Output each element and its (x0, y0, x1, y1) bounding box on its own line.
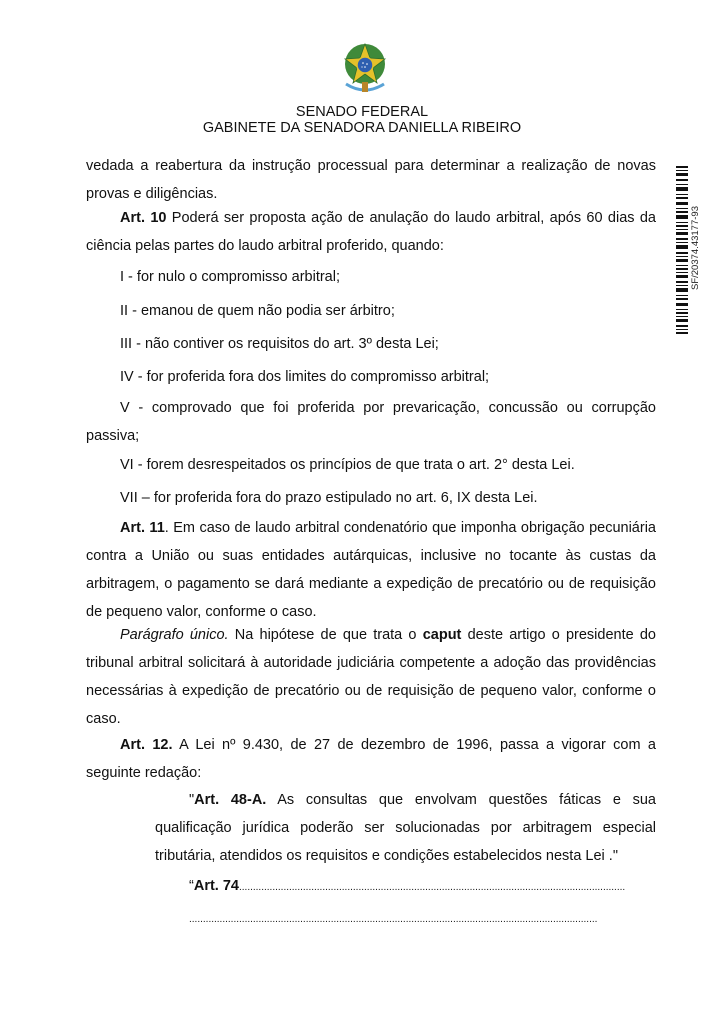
article-12-label: Art. 12. (120, 737, 173, 753)
item-iv: IV - for proferida fora dos limites do compromisso arbitral; (120, 369, 490, 385)
article-12 (86, 731, 656, 787)
item-ii: II - emanou de quem não podia ser árbitro; (120, 303, 395, 319)
article-74-continuation-dots: ................................................................................................................................................... (189, 914, 598, 925)
item-v: V - comprovado que foi proferida por prevaricação, concussão ou corrupção passiva; (86, 400, 656, 444)
article-10-text: Poderá ser proposta ação de anulação do laudo arbitral, após 60 dias da ciência pelas partes do laudo arbitral proferido, quando: (86, 210, 656, 254)
article-74-line (189, 872, 655, 902)
article-48a-label: Art. 48-A. (194, 792, 267, 808)
open-quote-74: “ (189, 878, 194, 894)
article-48a-quote (155, 786, 656, 870)
item-i: I - for nulo o compromisso arbitral; (120, 269, 340, 285)
paragrafo-unico-label: Parágrafo único. (120, 627, 229, 643)
caput-term: caput (422, 627, 462, 643)
paragraph-continuation: vedada a reabertura da instrução processual para determinar a realização de novas provas e diligências. (86, 158, 656, 202)
article-74-dots: ........................................................................................................................................... (238, 882, 626, 893)
article-10-label: Art. 10 (120, 210, 167, 226)
article-11 (86, 514, 656, 626)
paragrafo-unico (86, 621, 656, 733)
coat-of-arms-emblem (340, 40, 390, 98)
article-74-label: Art. 74 (193, 878, 239, 894)
item-iii: III - não contiver os requisitos do art. 3º desta Lei; (120, 336, 439, 352)
header-senado-federal: SENADO FEDERAL (295, 104, 429, 120)
item-vii: VII – for proferida fora do prazo estipulado no art. 6, IX desta Lei. (120, 490, 538, 506)
barcode (676, 166, 688, 334)
article-12-text: A Lei nº 9.430, de 27 de dezembro de 1996, passa a vigorar com a seguinte redação: (86, 737, 656, 781)
header-gabinete: GABINETE DA SENADORA DANIELLA RIBEIRO (202, 120, 522, 136)
article-11-text: . Em caso de laudo arbitral condenatório que imponha obrigação pecuniária contra a União ou suas entidades autárquicas, inclusive no tocante às custas da arbitragem, o pagamento se dará mediante a expedição de precatório ou de requisição de pequeno valor, conforme o caso. (86, 520, 656, 620)
item-vi: VI - forem desrespeitados os princípios de que trata o art. 2° desta Lei. (120, 457, 575, 473)
barcode-code: SF/20374.43177-93 (690, 206, 701, 290)
article-48a-text: As consultas que envolvam questões fáticas e sua qualificação jurídica poderão ser solucionadas por arbitragem especial tributária, atendidos os requisitos e condições estabelecidos nesta Lei ." (155, 792, 656, 864)
article-10 (86, 204, 656, 260)
paragrafo-text-after: deste artigo o presidente do tribunal arbitral solicitará à autoridade judiciária competente a adoção das providências necessárias à expedição de precatório ou de requisição de pequeno valor, conforme o caso. (86, 627, 656, 727)
paragrafo-text-before: Na hipótese de que trata o (228, 627, 423, 643)
open-quote: " (189, 792, 195, 808)
article-11-label: Art. 11 (120, 520, 165, 536)
